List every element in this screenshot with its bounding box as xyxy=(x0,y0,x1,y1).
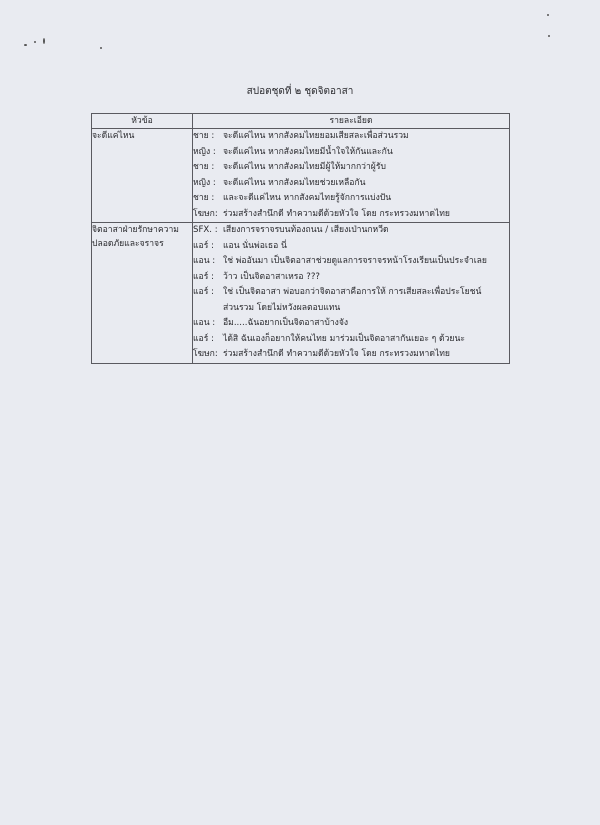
dialogue-text: เสียงการจราจรบนท้องถนน / เสียงเป่านกหวีด xyxy=(223,225,389,235)
dialogue-text: ใช่ เป็นจิตอาสา พ่อบอกว่าจิตอาสาคือการให้ การเสียสละเพื่อประโยชน์ xyxy=(223,287,482,297)
dialogue-line xyxy=(193,191,509,207)
dialogue-text: ร่วมสร้างสำนึกดี ทำความดีด้วยหัวใจ โดย กระทรวงมหาดไทย xyxy=(223,208,450,219)
dialogue-text: อืม.....ฉันอยากเป็นจิตอาสาบ้างจัง xyxy=(223,318,349,328)
header-topic: หัวข้อ xyxy=(92,114,193,129)
dialogue-line xyxy=(193,239,509,255)
dialogue-text: ใช่ พ่ออันมา เป็นจิตอาสาช่วยดูแลการจราจรหน้าโรงเรียนเป็นประจำเลย xyxy=(223,256,487,266)
speaker: แอร์ : xyxy=(193,287,214,297)
speaker: โฆษก: xyxy=(193,208,218,219)
speaker: ชาย : xyxy=(193,131,215,141)
table-row xyxy=(92,129,510,223)
dialogue-line xyxy=(193,332,509,348)
row-detail xyxy=(193,223,510,364)
speaker: แอร์ : xyxy=(193,271,214,282)
dialogue-text: แอน นั่นพ่อเธอ นี่ xyxy=(223,240,287,251)
header-detail: รายละเอียด xyxy=(193,114,510,129)
dialogue-continuation: ส่วนรวม โดยไม่หวังผลตอบแทน xyxy=(223,302,341,313)
speaker: SFX. : xyxy=(193,225,218,235)
dialogue-text: ได้สิ ฉันเองก็อยากให้คนไทย มาร่วมเป็นจิตอาสากันเยอะ ๆ ด้วยนะ xyxy=(223,333,465,344)
scan-speck xyxy=(548,35,550,37)
speaker: โฆษก: xyxy=(193,349,218,359)
dialogue-text: จะดีแค่ไหน หากสังคมไทยช่วยเหลือกัน xyxy=(223,177,366,188)
dialogue-text: ว้าว เป็นจิตอาสาเหรอ ??? xyxy=(223,271,320,282)
speaker: แอร์ : xyxy=(193,240,214,251)
speaker: แอร์ : xyxy=(193,333,214,344)
dialogue-line xyxy=(193,129,509,145)
dialogue-line xyxy=(193,207,509,223)
document-title: สปอตชุดที่ ๒ ชุดจิตอาสา xyxy=(246,86,354,97)
dialogue-line xyxy=(193,347,509,363)
dialogue-text: จะดีแค่ไหน หากสังคมไทยมีผู้ให้มากกว่าผู้รับ xyxy=(223,162,386,172)
dialogue-text: จะดีแค่ไหน หากสังคมไทยยอมเสียสละเพื่อส่วนรวม xyxy=(223,131,409,141)
table-header-row xyxy=(92,114,510,129)
speaker: แอน : xyxy=(193,256,216,266)
scan-speck xyxy=(547,14,549,16)
dialogue-line xyxy=(193,160,509,176)
scan-speck xyxy=(24,44,27,46)
speaker: ชาย : xyxy=(193,162,215,172)
speaker: แอน : xyxy=(193,318,216,328)
dialogue-line xyxy=(193,316,509,332)
table-row xyxy=(92,223,510,364)
scan-speck xyxy=(100,47,102,49)
dialogue-line xyxy=(193,270,509,286)
spot-script-table xyxy=(91,113,510,364)
row-topic: จะดีแค่ไหน xyxy=(92,129,193,223)
speaker: หญิง : xyxy=(193,146,216,157)
dialogue-text: จะดีแค่ไหน หากสังคมไทยมีน้ำใจให้กันและกัน xyxy=(223,146,393,157)
dialogue-line xyxy=(193,254,509,270)
row-topic: จิตอาสาฝ่ายรักษาความปลอดภัยและจราจร xyxy=(92,223,193,364)
dialogue-text: และจะดีแค่ไหน หากสังคมไทยรู้จักการแบ่งปัน xyxy=(223,193,392,203)
speaker: ชาย : xyxy=(193,193,215,203)
dialogue-line xyxy=(193,176,509,192)
row-detail xyxy=(193,129,510,223)
dialogue-line xyxy=(193,285,509,301)
dialogue-text: ร่วมสร้างสำนึกดี ทำความดีด้วยหัวใจ โดย กระทรวงมหาดไทย xyxy=(223,349,450,359)
speaker: หญิง : xyxy=(193,177,216,188)
dialogue-line xyxy=(193,223,509,239)
scan-speck xyxy=(43,38,45,44)
scan-speck xyxy=(34,41,36,43)
dialogue-line xyxy=(193,145,509,161)
